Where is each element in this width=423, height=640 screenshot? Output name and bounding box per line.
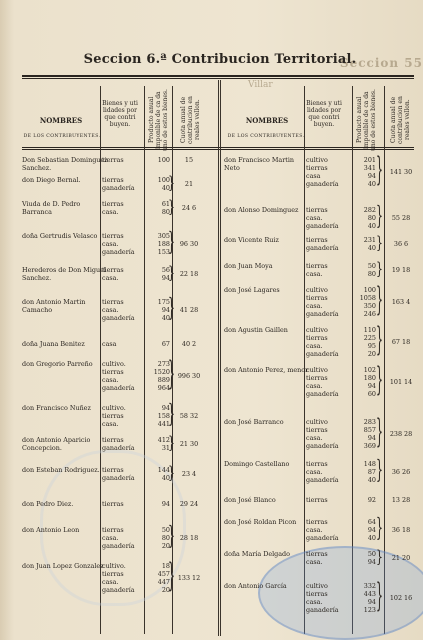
title-rule-thin — [22, 78, 414, 79]
property-types: tierras ganadería — [102, 436, 135, 452]
brace: } — [168, 173, 175, 193]
property-types: cultivo tierras casa. ganadería — [306, 366, 339, 398]
contributor-name: Domingo Castellano — [224, 460, 290, 468]
annual-product: 100 1058 350 246 — [359, 286, 376, 318]
header-cuota-right: Cuota anual de contribucion en reales vellon. — [390, 96, 411, 144]
property-types: tierras — [102, 500, 124, 508]
annual-product: 148 87 40 — [363, 460, 376, 484]
header-names-left: NOMBRES — [39, 116, 83, 125]
annual-quota: 24 6 — [181, 204, 197, 212]
contributor-name: don José Barranco — [224, 418, 284, 426]
annual-quota: 21 30 — [179, 440, 199, 448]
brace: } — [376, 513, 383, 543]
annual-product: 56 94 — [161, 266, 170, 282]
property-types: tierras casa. ganadería — [102, 526, 135, 550]
annual-product: 50 80 — [367, 262, 376, 278]
brace: } — [376, 259, 383, 279]
annual-quota: 102 16 — [389, 594, 413, 602]
property-types: cultivo tierras casa. ganadería — [306, 286, 339, 318]
header-producto-right: Producto anual imponible de ca da uno de estos bienes. — [356, 89, 377, 151]
bleed-through-text-2: Villar — [248, 80, 273, 90]
annual-product: 100 40 — [157, 176, 170, 192]
annual-quota: 163 4 — [391, 298, 411, 306]
property-types: tierras casa. ganadería — [102, 232, 135, 256]
brace: } — [168, 263, 175, 283]
property-types: tierras — [102, 156, 124, 164]
property-types: cultivo. tierras casa. ganadería — [102, 562, 135, 594]
brace: } — [168, 354, 175, 393]
contributor-name: don Antonio Leon — [22, 526, 80, 534]
contributor-name: Herederos de Don Miguel Sanchez. — [22, 266, 106, 282]
brace: } — [168, 197, 175, 217]
brace: } — [376, 547, 383, 567]
annual-quota: 67 18 — [391, 338, 411, 346]
contributor-name: don José Lagares — [224, 286, 280, 294]
header-names-sub-right: DE LOS CONTRIBUYENTES. — [227, 134, 305, 139]
property-types: tierras ganadería — [102, 466, 135, 482]
property-types: tierras casa. ganadería — [306, 518, 339, 542]
annual-quota: 28 18 — [179, 534, 199, 542]
brace: } — [168, 463, 175, 483]
contributor-name: don Esteban Rodriguez. — [22, 466, 100, 474]
brace: } — [376, 576, 383, 615]
brace: } — [376, 360, 383, 399]
brace: } — [376, 233, 383, 253]
property-types: tierras ganadería — [306, 236, 339, 252]
center-divider — [218, 80, 221, 636]
contributor-name: doña María Delgado — [224, 550, 290, 558]
annual-product: 144 40 — [157, 466, 170, 482]
property-types: tierras casa. — [102, 266, 124, 282]
annual-product: 50 94 — [367, 550, 376, 566]
annual-quota: 22 18 — [179, 270, 199, 278]
property-types: tierras — [306, 496, 328, 504]
header-bienes-right: Bienes y uti lidades por que contri buyen. — [306, 100, 342, 128]
annual-product: 94 158 441 — [157, 404, 170, 428]
contributor-name: don Diego Bernal. — [22, 176, 81, 184]
brace: } — [376, 280, 383, 319]
annual-quota: 141 30 — [389, 168, 413, 176]
contributor-name: don Antonio García — [224, 582, 287, 590]
annual-quota: 15 — [184, 156, 194, 164]
contributor-name: doña Gertrudis Velasco — [22, 232, 98, 240]
property-types: tierras ganadería — [102, 176, 135, 192]
contributor-name: don Alonso Dominguez — [224, 206, 299, 214]
annual-product: 92 — [367, 496, 376, 504]
annual-product: 102 180 94 60 — [363, 366, 376, 398]
contributor-name: don Gregorio Parreño — [22, 360, 93, 368]
annual-quota: 101 14 — [389, 378, 413, 386]
annual-quota: 96 30 — [179, 240, 199, 248]
header-names-right: NOMBRES — [245, 116, 289, 125]
brace: } — [376, 201, 383, 231]
property-types: cultivo tierras casa. ganadería — [306, 418, 339, 450]
brace: } — [168, 521, 175, 551]
header-names-sub-left: DE LOS CONTRIBUYENTES. — [23, 134, 101, 139]
annual-quota: 55 28 — [391, 214, 411, 222]
title-rule — [22, 75, 414, 77]
brace: } — [376, 455, 383, 485]
contributor-name: don Antonio Martin Camacho — [22, 298, 86, 314]
annual-product: 64 94 40 — [367, 518, 376, 542]
annual-quota: 133 12 — [177, 574, 201, 582]
property-types: tierras casa. ganadería — [102, 298, 135, 322]
annual-product: 94 — [161, 500, 170, 508]
annual-quota: 40 2 — [181, 340, 197, 348]
brace: } — [376, 150, 383, 189]
property-types: cultivo tierras casa. ganadería — [306, 582, 339, 614]
annual-product: 50 80 20 — [161, 526, 170, 550]
contributor-name: don Francisco Nuñez — [22, 404, 91, 412]
property-types: cultivo tierras casa. ganadería — [306, 326, 339, 358]
contributor-name: don José Blanco — [224, 496, 276, 504]
annual-product: 110 225 95 20 — [363, 326, 376, 358]
annual-quota: 29 24 — [179, 500, 199, 508]
brace: } — [376, 320, 383, 359]
property-types: cultivo tierras casa ganadería — [306, 156, 339, 188]
contributor-name: Viuda de D. Pedro Barranca — [22, 200, 81, 216]
brace: } — [168, 227, 175, 257]
property-types: tierras casa. ganadería — [306, 206, 339, 230]
bleed-through-text: Seccion 55 — [339, 56, 423, 70]
annual-quota: 41 28 — [179, 306, 199, 314]
annual-quota: 21 — [184, 180, 194, 188]
annual-product: 175 94 40 — [157, 298, 170, 322]
property-types: casa — [102, 340, 117, 348]
brace: } — [168, 433, 175, 453]
contributor-name: don Antonio Aparicio Concepcion. — [22, 436, 91, 452]
annual-product: 305 188 153 — [157, 232, 170, 256]
contributor-name: don Antonio Perez, menor — [224, 366, 309, 374]
contributor-name: doña Juana Benitez — [22, 340, 85, 348]
contributor-name: don Juan Lopez Gonzalez — [22, 562, 104, 570]
annual-product: 231 40 — [363, 236, 376, 252]
property-types: tierras casa. — [102, 200, 124, 216]
annual-product: 332 443 94 123 — [363, 582, 376, 614]
contributor-name: don José Roldan Picon — [224, 518, 297, 526]
annual-quota: 36 6 — [393, 240, 409, 248]
brace: } — [168, 293, 175, 323]
annual-quota: 36 26 — [391, 468, 411, 476]
contributor-name: don Pedro Diez. — [22, 500, 74, 508]
property-types: tierras casa. — [306, 550, 328, 566]
contributor-name: don Juan Moya — [224, 262, 273, 270]
property-types: cultivo. tierras casa. — [102, 404, 126, 428]
annual-quota: 996 30 — [177, 372, 201, 380]
header-cuota-left: Cuota anual de contribucion en reales vellon. — [180, 96, 201, 144]
property-types: tierras casa. — [306, 262, 328, 278]
brace: } — [168, 399, 175, 429]
annual-product: 18 457 447 20 — [157, 562, 170, 594]
annual-quota: 36 18 — [391, 526, 411, 534]
annual-quota: 13 28 — [391, 496, 411, 504]
annual-quota: 19 18 — [391, 266, 411, 274]
annual-product: 201 341 94 40 — [363, 156, 376, 188]
brace: } — [376, 412, 383, 451]
contributor-name: don Agustin Gaillen — [224, 326, 288, 334]
annual-quota: 58 32 — [179, 412, 199, 420]
contributor-name: Don Sebastian Dominguez Sanchez. — [22, 156, 108, 172]
property-types: tierras casa. ganadería — [306, 460, 339, 484]
annual-quota: 23 4 — [181, 470, 197, 478]
contributor-name: don Vicente Ruiz — [224, 236, 279, 244]
annual-product: 283 857 94 369 — [363, 418, 376, 450]
annual-quota: 238 28 — [389, 430, 413, 438]
annual-product: 61 80 — [161, 200, 170, 216]
annual-product: 282 80 40 — [363, 206, 376, 230]
brace: } — [168, 556, 175, 595]
annual-product: 273 1520 889 964 — [153, 360, 170, 392]
annual-product: 412 31 — [157, 436, 170, 452]
property-types: cultivo. tierras casa. ganadería — [102, 360, 135, 392]
page-title: Seccion 6.ª Contribucion Territorial. — [83, 52, 357, 67]
annual-product: 67 — [161, 340, 170, 348]
contributor-name: don Francisco Martin Neto — [224, 156, 294, 172]
annual-quota: 21 20 — [391, 554, 411, 562]
annual-product: 100 — [157, 156, 170, 164]
header-bienes-left: Bienes y uti lidades por que contri buyen. — [102, 100, 138, 128]
header-producto-left: Producto anual imponible de ca da uno de estos bienes. — [148, 89, 169, 151]
